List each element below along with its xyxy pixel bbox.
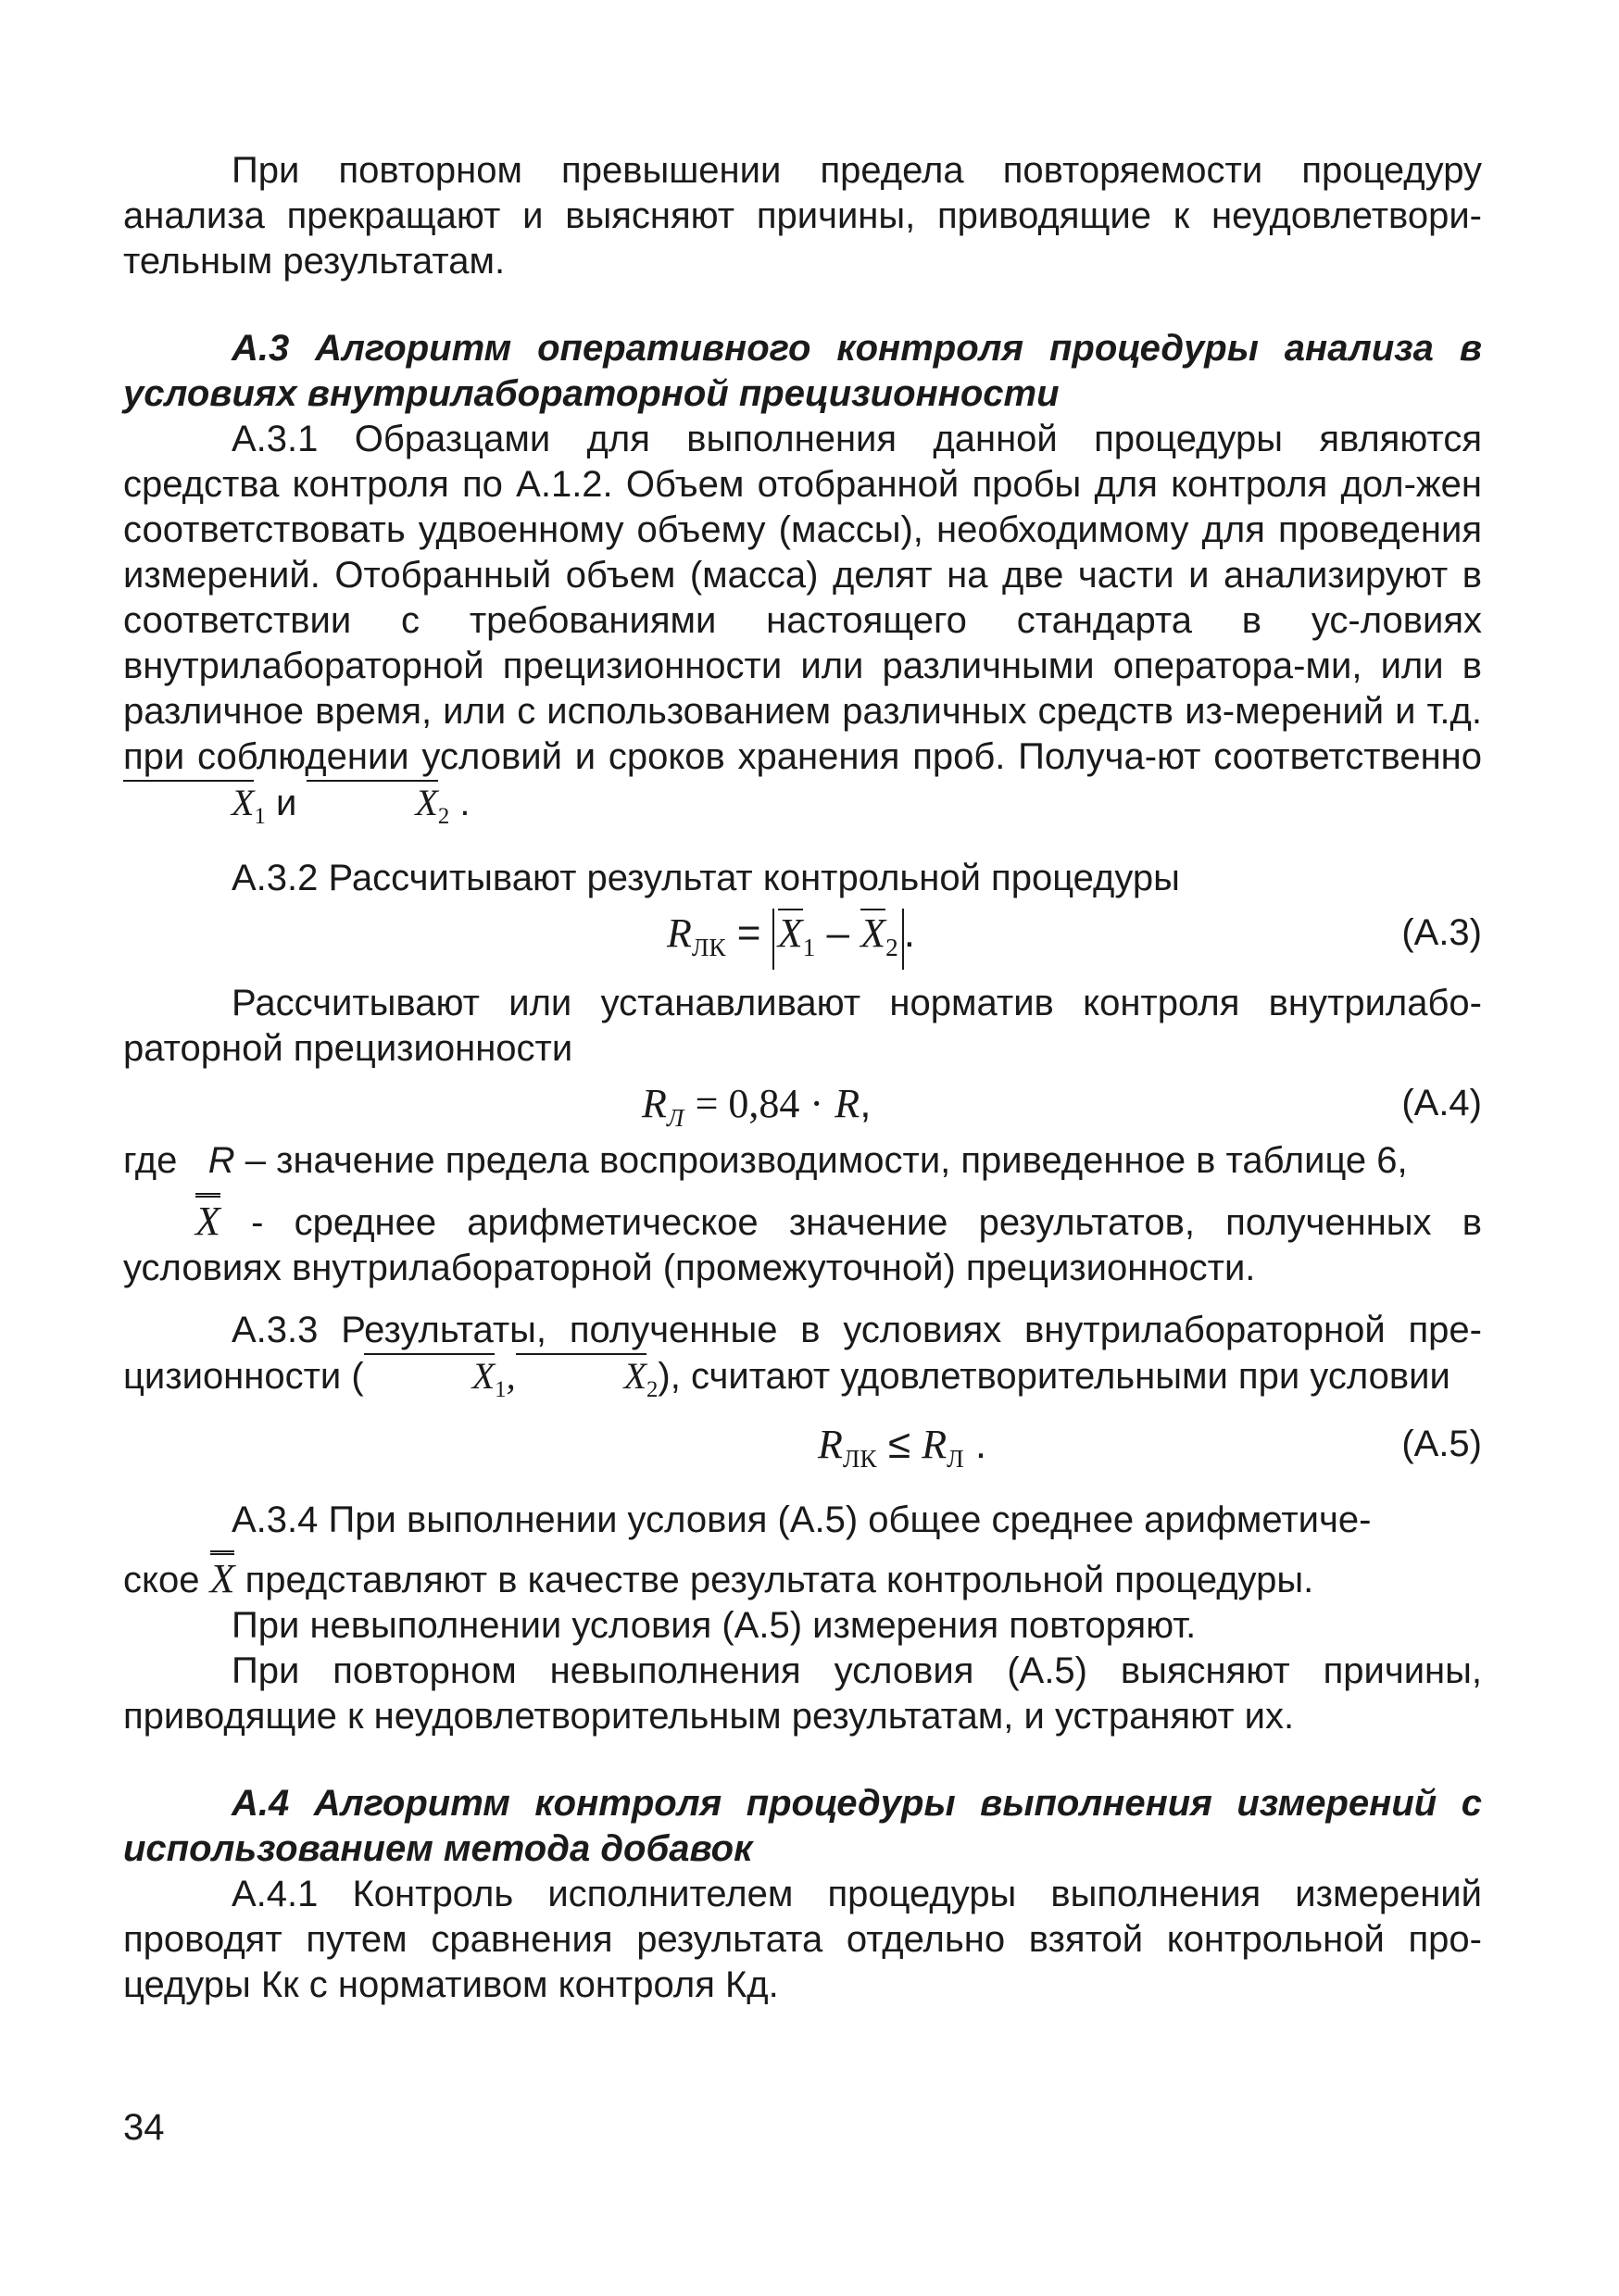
x-double-bar-symbol: X xyxy=(195,1198,220,1244)
x2-symbol: $X_2$ xyxy=(307,782,449,823)
equation-a5 xyxy=(123,1416,1482,1475)
equation-a5-formula: $R_{ЛК} \le R_Л$ . xyxy=(818,1422,987,1473)
x1-x2-pair: $X_1$, $X_2$ xyxy=(364,1355,659,1397)
paragraph-a34-line1: А.3.4 При выполнении условия (А.5) общее среднее арифметиче- xyxy=(232,1499,1372,1540)
heading-a3: А.3 Алгоритм оперативного контроля процедуры анализа в условиях внутрилабораторной прецизионности xyxy=(123,328,1482,414)
paragraph-a31-text: А.3.1 Образцами для выполнения данной процедуры являются средства контроля по А.1.2. Объем отобранной пробы для контроля дол-жен соответствовать удвоенному объему (массы), необходимому для проведения измерений. Отобранный объем (масса) делят на две части и анализируют в соответствии с требованиями настоящего стандарта в ус-ловиях внутрилабораторной прецизионности или различными оператора-ми, или в различное время, или с использованием различных средств из-мерений и т.д. при соблюдении условий и сроков хранения проб. Получа-ют соответственно xyxy=(123,419,1482,777)
paragraph-repeat-fail: При повторном невыполнения условия (А.5) выясняют причины, приводящие к неудовлетворительным результатам, и устраняют их. xyxy=(123,1650,1482,1737)
equation-a4 xyxy=(123,1075,1482,1135)
equation-a3-number: (А.3) xyxy=(1401,912,1482,953)
paragraph-fail: При невыполнении условия (А.5) измерения повторяют. xyxy=(232,1605,1197,1646)
paragraph-intro: При повторном превышении предела повторяемости процедуру анализа прекращают и выясняют причины, приводящие к неудовлетвори-тельным результатам. xyxy=(123,150,1482,282)
and-word: и xyxy=(275,783,297,823)
paragraph-a31: А.3.1 Образцами для выполнения данной процедуры являются средства контроля по А.1.2. Объем отобранной пробы для контроля дол-жен соответствовать удвоенному объему (массы), необходимому для проведения измерений. Отобранный объем (масса) делят на две части и анализируют в соответствии с требованиями настоящего стандарта в ус-ловиях внутрилабораторной прецизионности или различными оператора-ми, или в различное время, или с использованием различных средств из-мерений и т.д. при соблюдении условий и сроков хранения проб. Получа-ют соответственно $X_1$ и $X_2$ . xyxy=(123,419,1482,829)
equation-a3-formula: $R_{ЛК} = X_1 - X_2$ . xyxy=(667,909,915,972)
equation-a4-formula: $R_Л = 0,84 \cdot R$, xyxy=(642,1081,872,1132)
paragraph-a34-line2: ское X представляют в качестве результата контрольной процедуры. xyxy=(123,1550,1482,1603)
where-r-line xyxy=(123,1138,1482,1184)
paragraph-norm: Рассчитывают или устанавливают норматив контроля внутрилабо-раторной прецизионности xyxy=(123,983,1482,1069)
equation-a5-number: (А.5) xyxy=(1401,1424,1482,1464)
xbar-text: - среднее арифметическое значение результатов, полученных в условиях внутрилабораторной (промежуточной) прецизионности. xyxy=(123,1202,1482,1288)
page-number: 34 xyxy=(123,2107,165,2148)
where-r-text: – значение предела воспроизводимости, приведенное в таблице 6, xyxy=(245,1140,1408,1181)
paragraph-a33: А.3.3 Результаты, полученные в условиях внутрилабораторной пре-цизионности ( $X_1$, $X_2$), считают удовлетворительными при условии xyxy=(123,1310,1482,1402)
paragraph-a32: А.3.2 Рассчитывают результат контрольной процедуры xyxy=(232,858,1180,898)
paragraph-a41: А.4.1 Контроль исполнителем процедуры выполнения измерений проводят путем сравнения результата отдельно взятой контрольной про-цедуры Кк с нормативом контроля Кд. xyxy=(123,1874,1482,2005)
heading-a4: А.4 Алгоритм контроля процедуры выполнения измерений с использованием метода добавок xyxy=(123,1783,1482,1869)
x-double-bar-symbol-2: X xyxy=(210,1556,235,1601)
equation-a4-number: (А.4) xyxy=(1401,1083,1482,1123)
where-prefix: где xyxy=(123,1140,178,1181)
x1-symbol: $X_1$ xyxy=(123,782,266,823)
equation-a3 xyxy=(123,905,1482,964)
r-symbol: R xyxy=(207,1140,235,1181)
xbar-definition xyxy=(123,1193,1482,1291)
